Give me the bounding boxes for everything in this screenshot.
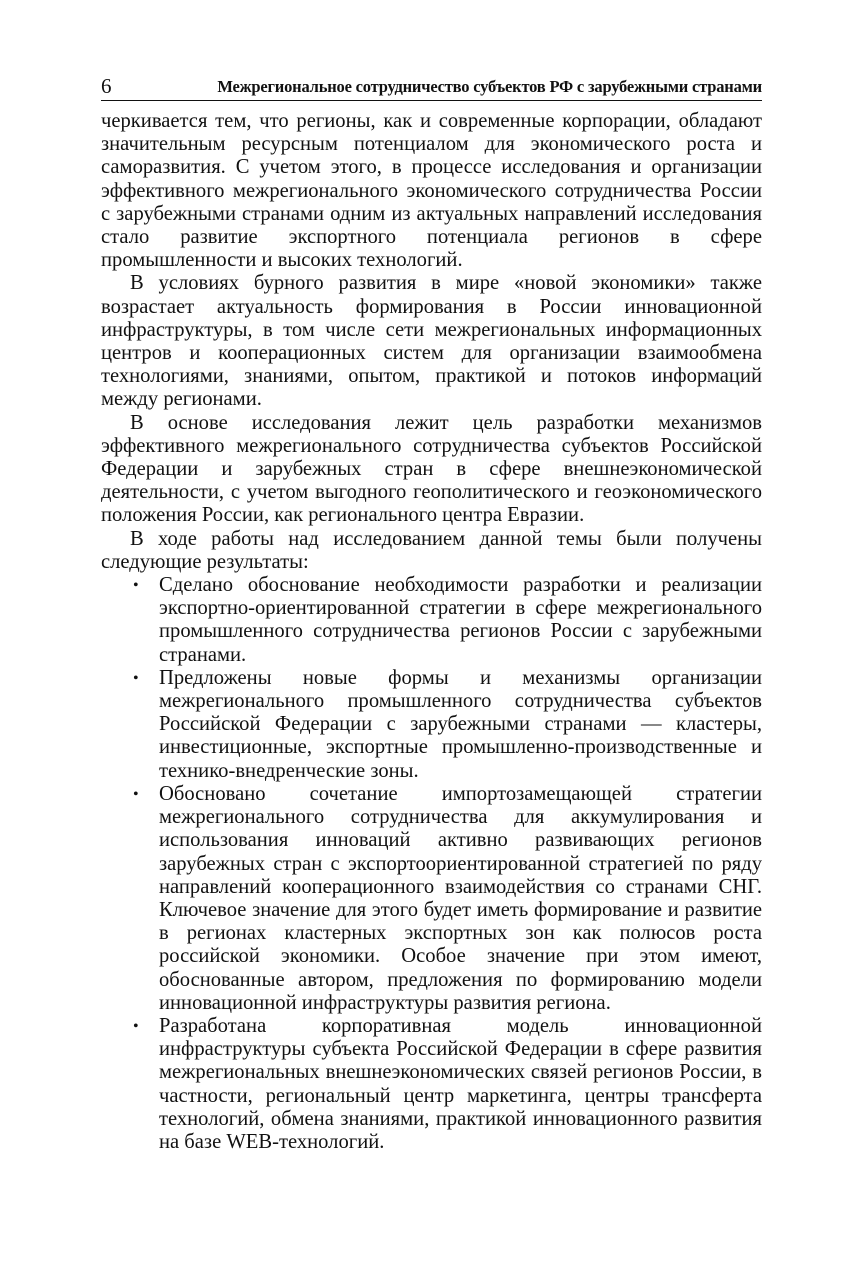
- paragraph-results-intro: В ходе работы над исследованием данной темы были получены следующие результаты:: [101, 527, 762, 573]
- list-item: [133, 574, 762, 667]
- paragraph: В основе исследования лежит цель разработки механизмов эффективного межрегионального сотрудничества субъектов Российской Федерации и зарубежных стран в сфере внешнеэкономической деятельности, с учетом выгодного геополитического и геоэкономического положения России, как регионального центра Евразии.: [101, 411, 762, 527]
- list-item: [133, 1014, 762, 1154]
- list-item-text: Обосновано сочетание импортозамещающей стратегии межрегионального сотрудничества для аккумулирования и использования инноваций активно развивающих регионов зарубежных стран с экспортоориентированной стратегией по ряду направлений кооперационного взаимодействия со странами СНГ. Ключевое значение для этого будет иметь формирование и развитие в регионах кластерных экспортных зон как полюсов роста российской экономики. Особое значение при этом имеют, обоснованные автором, предложения по формированию модели инновационной инфраструктуры развития региона.: [159, 782, 762, 1014]
- list-item-text: Сделано обоснование необходимости разработки и реализации экспортно-ориентированной стратегии в сфере межрегионального промышленного сотрудничества регионов России с зарубежными странами.: [159, 574, 762, 666]
- list-item: [133, 666, 762, 783]
- results-list: [101, 574, 762, 1154]
- bullet-icon: •: [133, 577, 139, 595]
- bullet-icon: •: [133, 1017, 139, 1035]
- list-item-text: Предложены новые формы и механизмы организации межрегионального промышленного сотрудничества субъектов Российской Федерации с зарубежными странами — кластеры, инвестиционные, экспортные промышленно-производственные и технико-внедренческие зоны.: [159, 666, 762, 782]
- bullet-icon: •: [133, 785, 139, 803]
- page-header: [101, 74, 762, 101]
- list-item-text: Разработана корпоративная модель инновационной инфраструктуры субъекта Российской Федерации в сфере развития межрегиональных внешнеэкономических связей регионов России, в частности, региональный центр маркетинга, центры трансферта технологий, обмена знаниями, практикой инновационного развития на базе WEB-технологий.: [159, 1014, 762, 1153]
- running-title: Межрегиональное сотрудничество субъектов РФ с зарубежными странами: [217, 77, 762, 96]
- bullet-icon: •: [133, 669, 139, 687]
- paragraph: В условиях бурного развития в мире «новой экономики» также возрастает актуальность формирования в России инновационной инфраструктуры, в том числе сети межрегиональных информационных центров и кооперационных систем для организации взаимообмена технологиями, знаниями, опытом, практикой и потоков информаций между регионами.: [101, 272, 762, 411]
- body-text: [101, 110, 762, 1154]
- page-number: 6: [101, 74, 112, 98]
- paragraph-continuation: черкивается тем, что регионы, как и современные корпорации, обладают значительным ресурсным потенциалом для экономического роста и саморазвития. С учетом этого, в процессе исследования и организации эффективного межрегионального экономического сотрудничества России с зарубежными странами одним из актуальных направлений исследования стало развитие экспортного потенциала регионов в сфере промышленности и высоких технологий.: [101, 110, 762, 272]
- list-item: [133, 782, 762, 1015]
- book-page: [101, 74, 762, 1154]
